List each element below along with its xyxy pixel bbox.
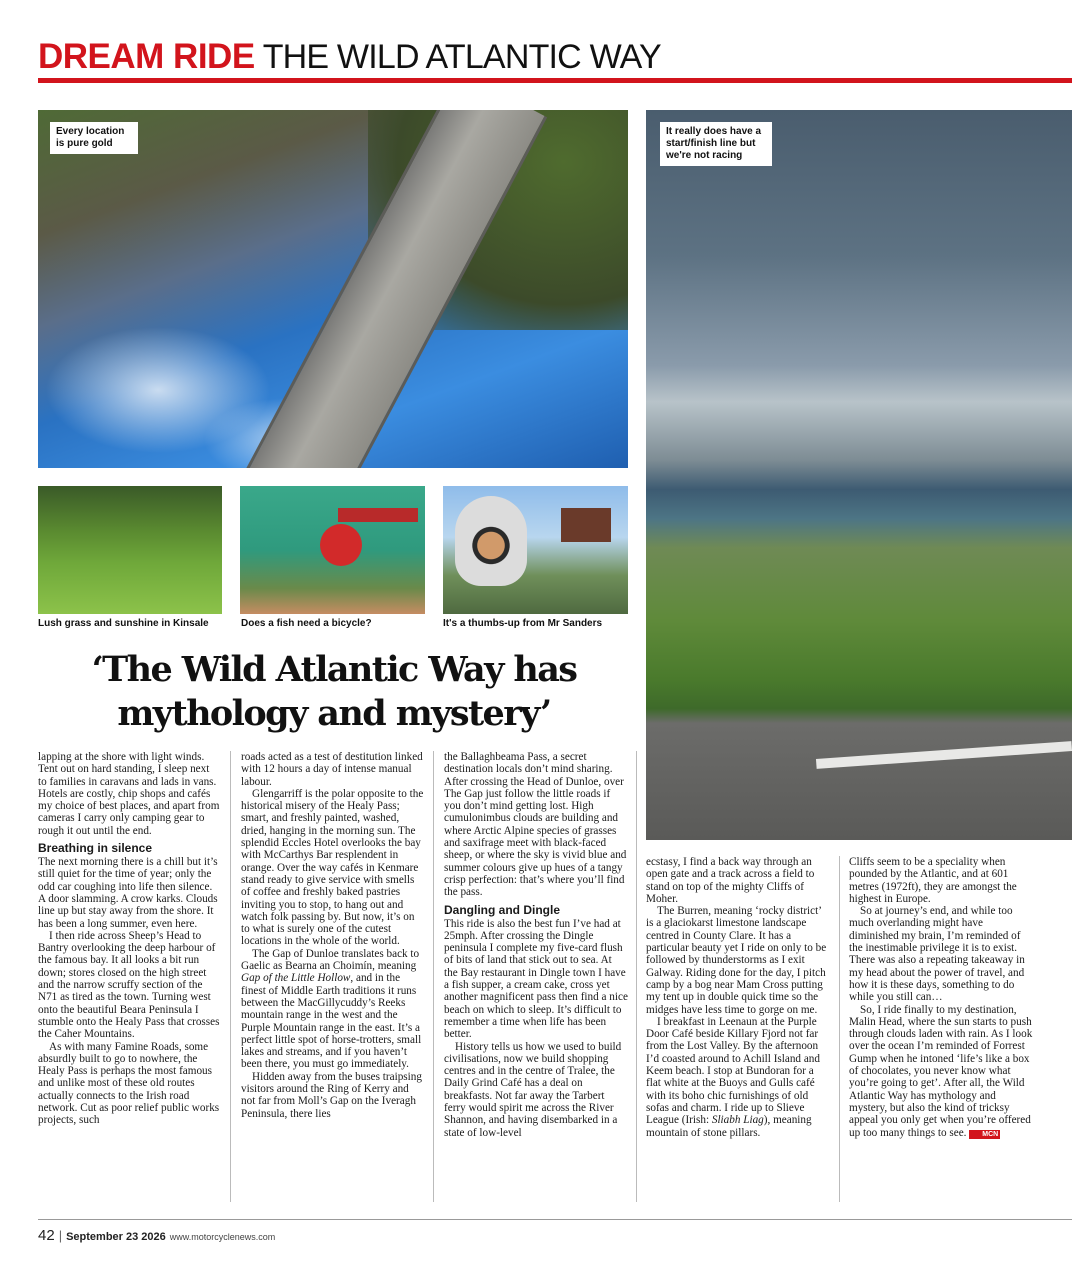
photo-caption: It's a thumbs-up from Mr Sanders [443, 618, 603, 629]
footer-rule [38, 1219, 1072, 1220]
text-run: , and in the finest of Middle Earth traditions it runs between the MacGillycuddy’s Reeks mountain range in the west and the Purple Mountain range in the east. It’s a perfect little spot of horse-trotters, small lakes and streams, and if you haven’t been there, you must go immediately. [241, 972, 422, 1071]
paragraph: Hidden away from the buses traipsing visitors around the Ring of Kerry and not far from Moll’s Gap on the Iveragh Peninsula, there lies [241, 1070, 422, 1120]
photo-label: Every location is pure gold [50, 122, 138, 154]
text-run: The Gap of Dunloe translates back to Gaelic as Bearna an Choimín, meaning [241, 947, 420, 973]
paragraph [849, 1004, 1033, 1139]
website-link[interactable]: www.motorcyclenews.com [169, 1232, 276, 1242]
article-column-5 [849, 856, 1033, 1139]
footer-separator: | [58, 1228, 63, 1243]
column-rule [839, 856, 840, 1202]
photo-caption: Does a fish need a bicycle? [241, 618, 372, 629]
article-column-3 [444, 751, 628, 1139]
page-footer [38, 1227, 275, 1245]
road-line [816, 741, 1072, 769]
shop-badge [320, 524, 362, 566]
sanders-photo [443, 486, 628, 614]
article-column-4 [646, 856, 830, 1139]
header-rule [38, 78, 1072, 83]
page-title: THE WILD ATLANTIC WAY [262, 38, 661, 76]
paragraph: Glengarriff is the polar opposite to the historical misery of the Healy Pass; smart, and freshly painted, washed, dried, hanging in the morning sun. The splendid Eccles Hotel overlooks the bay with McCarthys Bar resplendent in orange. Over the way cafés in Kenmare stand ready to give service with smells of coffee and freshly baked pastries inviting you to stop, to hang out and watch folk passing by. But now, it’s on to what is surely one of the cutest locations in the whole of the world. [241, 787, 424, 948]
emphasis: Gap of the Little Hollow [241, 972, 351, 985]
issue-date: September 23 2026 [66, 1231, 166, 1243]
column-rule [636, 751, 637, 1202]
paragraph: History tells us how we used to build civilisations, now we build shopping centres and in the centre of Tralee, the Daily Grind Café has a deal on breakfasts. Not far away the Tarbert ferry would spirit me across the River Shannon, and having disembarked in a state of low-level [444, 1040, 622, 1139]
article-column-2 [241, 751, 425, 1120]
paragraph [646, 1016, 830, 1139]
paragraph: roads acted as a test of destitution linked with 12 hours a day of intense manual labour. [241, 751, 423, 788]
pull-quote-line: mythology and mystery’ [117, 693, 551, 734]
paragraph: So at journey’s end, and while too much overlanding might have diminished my brain, I’m reminded of the inestimable privilege it is to exist. There was also a repeating takeaway in my head about the power of travel, and how it is these days, something to do while you still can… [849, 905, 1025, 1004]
paragraph [241, 948, 425, 1071]
pull-quote [38, 648, 630, 736]
paragraph: lapping at the shore with light winds. Tent out on hard standing, I sleep next to families in caravans and lads in vans. Hotels are costly, chip shops and cafés my choice of best places, and apart from cameras I carry only camping gear to rough it out until the end. [38, 751, 220, 837]
helmet [455, 496, 527, 586]
pull-quote-line: ‘The Wild Atlantic Way has [91, 649, 577, 690]
text-run: I breakfast in Leenaun at the Purple Door Café beside Killary Fjord not far from the Lost Valley. By the afternoon I’d coasted around to Achill Island and Keem beach. I stop at Bundoran for a flat white at the Buoys and Gulls café with its boho chic furnishings of old sofas and charm. I ride up to Slieve League (Irish: [646, 1015, 820, 1127]
column-rule [433, 751, 434, 1202]
photo-caption: Lush grass and sunshine in Kinsale [38, 618, 209, 629]
paragraph: This ride is also the best fun I’ve had at 25mph. After crossing the Dingle peninsula I complete my five-card flush of bits of land that stick out to sea. At the Bay restaurant in Dingle town I have a fish supper, a cream cake, cross yet another magnificent pass then find a nice beach on which to sleep. It’s difficult to remember a time when life has been better. [444, 917, 628, 1041]
paragraph: The next morning there is a chill but it’s still quiet for the time of year; only the odd car coughing into life then silence. A door slamming. A crow karks. Clouds line up but stay away from the shore. It has been a long summer, even here. [38, 856, 218, 930]
paragraph: ecstasy, I find a back way through an open gate and a track across a field to stand on top of the mighty Cliffs of Moher. [646, 856, 815, 905]
text-run: So, I ride finally to my destination, Malin Head, where the sun starts to push through clouds laden with rain. As I look over the ocean I’m reminded of Forrest Gump when he intoned ‘life’s like a box of chocolates, you never know what you’re going to get’. After all, the Wild Atlantic Way has mythology and mystery, but also the kind of tricksy appeal you only get when you’re offered up too many things to see. [849, 1003, 1033, 1139]
paragraph: As with many Famine Roads, some absurdly built to go to nowhere, the Healy Pass is perhaps the most famous and unlike most of these old routes actually connects to the Irish road network. Cut as poor relief public works projects, such [38, 1040, 220, 1127]
page-number: 42 [38, 1227, 55, 1244]
bridge-photo [38, 110, 628, 468]
text-run: ), meaning mountain of stone pillars. [646, 1114, 812, 1139]
paragraph: I then ride across Sheep’s Head to Bantry overlooking the deep harbour of the famous bay. It all looks a bit run down; stores closed on the high street and the narrow scruffy section of the N71 as tired as the town. Turning west onto the beautiful Beara Peninsula I stumble onto the Healy Pass that crosses the Caher Mountains. [38, 929, 220, 1041]
paragraph: The Burren, meaning ‘rocky district’ is a glaciokarst limestone landscape centred in County Clare. It has a particular beauty yet I ride on only to be followed by thunderstorms as I exit Galway. Riding done for the day, I pitch camp by a bog near Mam Cross putting my tent up in double quick time so the midges have less time to gorge on me. [646, 905, 827, 1016]
page-header [38, 36, 1028, 78]
photo-label: It really does have a start/finish line but we're not racing [660, 122, 772, 166]
column-rule [230, 751, 231, 1202]
landscape-photo [646, 110, 1072, 840]
road-sign [561, 508, 611, 542]
murphy-photo [240, 486, 425, 614]
kinsale-photo [38, 486, 222, 614]
subheading: Dangling and Dingle [444, 902, 560, 917]
end-mark-logo: MCN [969, 1130, 1000, 1139]
paragraph: the Ballaghbeama Pass, a secret destination locals don’t mind sharing. After crossing the Head of Dunloe, over The Gap just follow the little roads if you don’t mind getting lost. High cumulonimbus clouds are building and where Arctic Alpine species of grasses and saxifrage meet with black-faced sheep, or where the sky is vivid blue and summer colours give up hues of a tangy crisp perfection: that’s where you’ll find the pass. [444, 751, 627, 899]
shop-sign [338, 508, 418, 522]
section-label: DREAM RIDE [38, 37, 255, 76]
subheading: Breathing in silence [38, 841, 153, 856]
emphasis: Sliabh Liag [711, 1114, 764, 1127]
article-column-1 [38, 751, 220, 1127]
paragraph: Cliffs seem to be a speciality when pounded by the Atlantic, and at 601 metres (1972ft), they are amongst the highest in Europe. [849, 856, 1017, 905]
